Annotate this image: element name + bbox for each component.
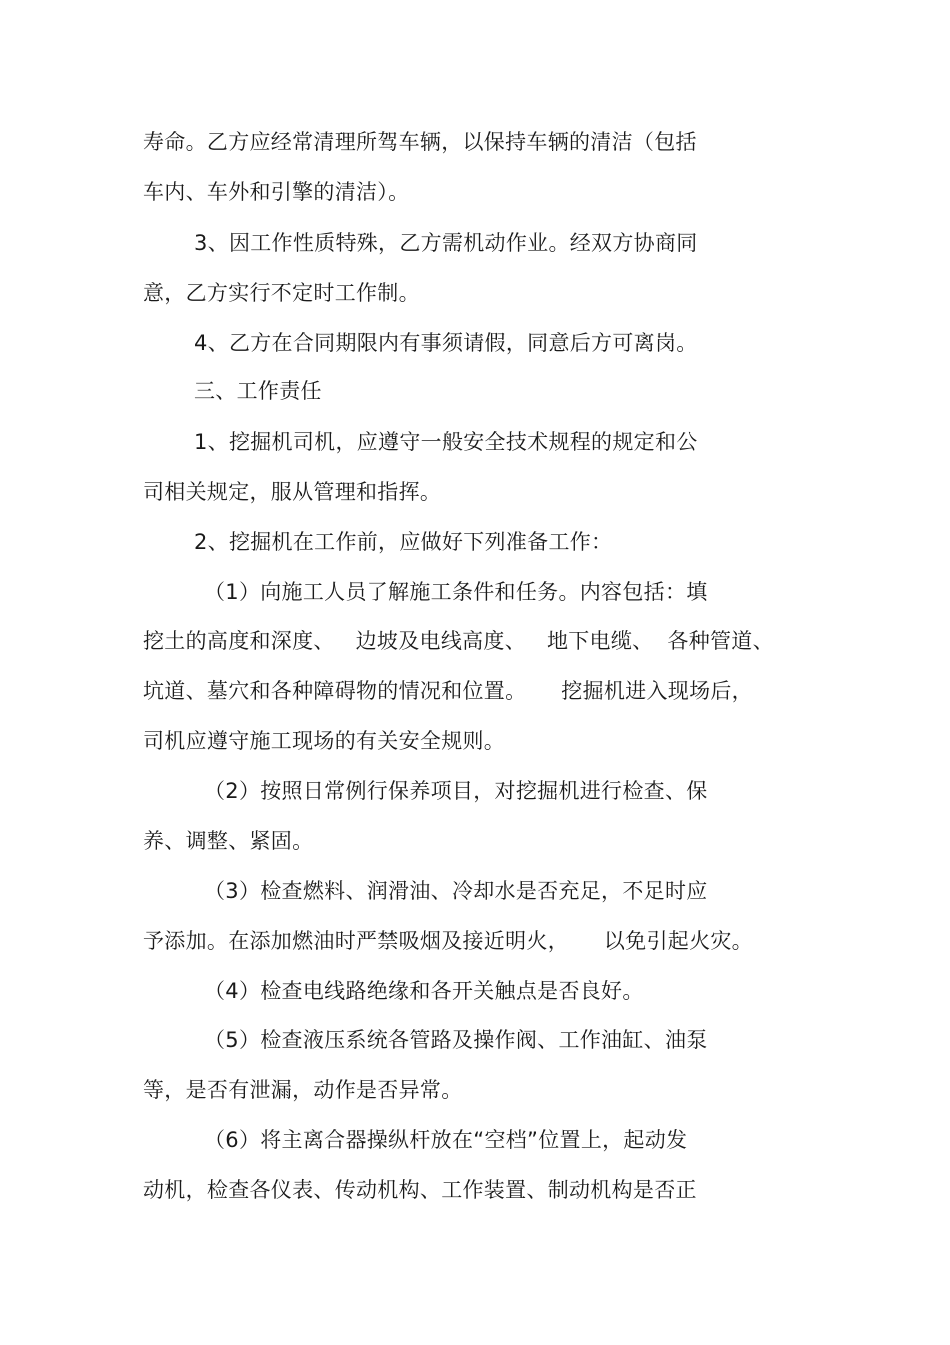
text-line: 坑道、墓穴和各种障碍物的情况和位置。 挖掘机进入现场后， [143, 679, 753, 703]
text-line: 挖土的高度和深度、 边坡及电线高度、 地下电缆、 各种管道、 [143, 629, 774, 653]
text-line: （6）将主离合器操纵杆放在“空档”位置上，起动发 [204, 1128, 688, 1152]
text-line: 司机应遵守施工现场的有关安全规则。 [143, 729, 506, 753]
text-line: 4、乙方在合同期限内有事须请假，同意后方可离岗。 [194, 331, 698, 355]
text-line: 司相关规定，服从管理和指挥。 [143, 480, 442, 504]
text-line: （2）按照日常例行保养项目，对挖掘机进行检查、保 [204, 779, 708, 803]
text-line: （3）检查燃料、润滑油、冷却水是否充足，不足时应 [204, 879, 708, 903]
text-line: （4）检查电线路绝缘和各开关触点是否良好。 [204, 979, 644, 1003]
text-line: 寿命。乙方应经常清理所驾车辆，以保持车辆的清洁（包括 [143, 130, 697, 154]
text-line: （5）检查液压系统各管路及操作阀、工作油缸、油泵 [204, 1028, 708, 1052]
text-line: 意，乙方实行不定时工作制。 [143, 281, 420, 305]
section-heading: 三、工作责任 [194, 379, 322, 403]
text-line: 动机，检查各仪表、传动机构、工作装置、制动机构是否正 [143, 1178, 697, 1202]
text-line: （1）向施工人员了解施工条件和任务。内容包括：填 [204, 580, 708, 604]
text-line: 2、挖掘机在工作前，应做好下列准备工作： [194, 530, 613, 554]
text-line: 3、因工作性质特殊，乙方需机动作业。经双方协商同 [194, 231, 698, 255]
text-line: 1、挖掘机司机，应遵守一般安全技术规程的规定和公 [194, 430, 698, 454]
text-line: 养、调整、紧固。 [143, 829, 314, 853]
text-line: 车内、车外和引擎的清洁）。 [143, 180, 410, 204]
text-line: 等，是否有泄漏，动作是否异常。 [143, 1078, 463, 1102]
text-line: 予添加。在添加燃油时严禁吸烟及接近明火， 以免引起火灾。 [143, 929, 753, 953]
